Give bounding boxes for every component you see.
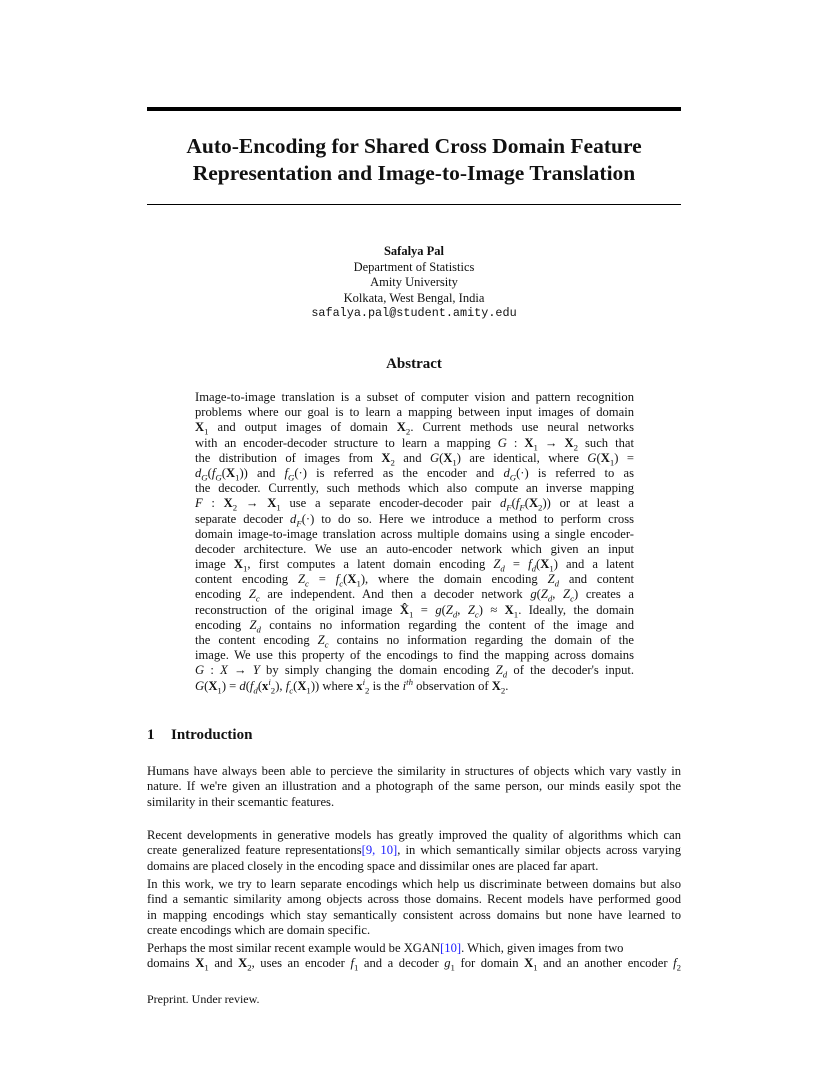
intro-paragraph-1: Humans have always been able to percieve the similarity in structures of objects which vary vastly in nature. If we're given an illustration and a photograph of the same person, our minds easily spot the similarity in their scemantic features. [147,764,681,809]
section-heading-introduction [147,727,252,744]
section-title: Introduction [171,727,253,743]
author-block [147,244,681,322]
abstract-text: Image-to-image translation is a subset of computer vision and pattern recognition problems where our goal is to learn a mapping between input images of domain $X_1$ and output images of domain $X_2$. Current methods use neural networks with an encoder-decoder structure to learn a mapping G : $X_1 \to X_2$ such that the distribution of images from $X_2$ and $G(X_1)$ are identical, where $G(X_1)$ = $d_G(f_G(X_1))$ and $f_G(\cdot)$ is referred as the encoder and $d_G(\cdot)$ is referred to as the decoder. Currently, such methods which also compute an inverse mapping F : $X_2 \to X_1$ use a separate encoder-decoder pair $d_F(f_F(X_2))$ or at least a separate decoder $d_F(\cdot)$ to do so. Here we introduce a method to perform cross domain image-to-image translation across multiple domains using a single encoder- decoder architecture. We use an auto-encoder network which given an input image $X_1$, first computes a latent domain encoding $Z_d = f_d(X_1)$ and a latent content encoding $Z_c = f_c(X_1)$, where the domain encoding $Z_d$ and content encoding $Z_c$ are independent. And then a decoder network $g(Z_d$, $Z_c$) creates a reconstruction of the original image $X̂_1 = g(Z_d$, $Z_c) \approx X_1$. Ideally, the domain encoding $Z_d$ contains no information regarding the content of the image and the content encoding $Z_c$ contains no information regarding the domain of the image. We use this property of the encodings to find the mapping across domains G : X → Y by simply changing the domain encoding $Z_d$ of the decoder's input. $G(X_1) = d(f_d(x^i_2)$, $f_c(X_1)$) where $x^i_2$ is the $i^{th}$ observation of $X_2$. [195,390,635,696]
author-location: Kolkata, West Bengal, India [343,290,485,305]
paper-title [147,133,681,187]
abstract-heading: Abstract [386,356,442,372]
title-bottom-rule [147,204,681,205]
title-line-1: Auto-Encoding for Shared Cross Domain Feature [186,134,642,158]
author-name: Safalya Pal [383,244,445,258]
author-university: Amity University [370,275,458,289]
title-top-rule [147,107,681,111]
intro-paragraph-2: Recent developments in generative models has greatly improved the quality of algorithms which can create generalized feature representations[9, 10], in which semantically similar objects across varying domains are placed closely in the encoding space and dissimilar ones are placed far apart. [147,828,682,873]
footer-note: Preprint. Under review. [147,992,260,1006]
author-email: safalya.pal@student.amity.edu [311,306,517,320]
author-department: Department of Statistics [353,259,475,274]
section-number: 1 [147,727,155,743]
intro-paragraph-3: In this work, we try to learn separate encodings which help us discriminate between domains but also find a semantic similarity among objects across those domains. Recent models have performed good in mapping encodings which stay semantically consistent across domains but none have learned to create encodings which are domain specific. [147,877,681,937]
intro-paragraph-4: Perhaps the most similar recent example would be XGAN[10]. Which, given images from two domains $X_1$ and $X_2$, uses an encoder $f_1$ and a decoder $g_1$ for domain $X_1$ and an another encoder $f_2$ [147,941,682,973]
title-line-2: Representation and Image-to-Image Translation [192,161,636,185]
